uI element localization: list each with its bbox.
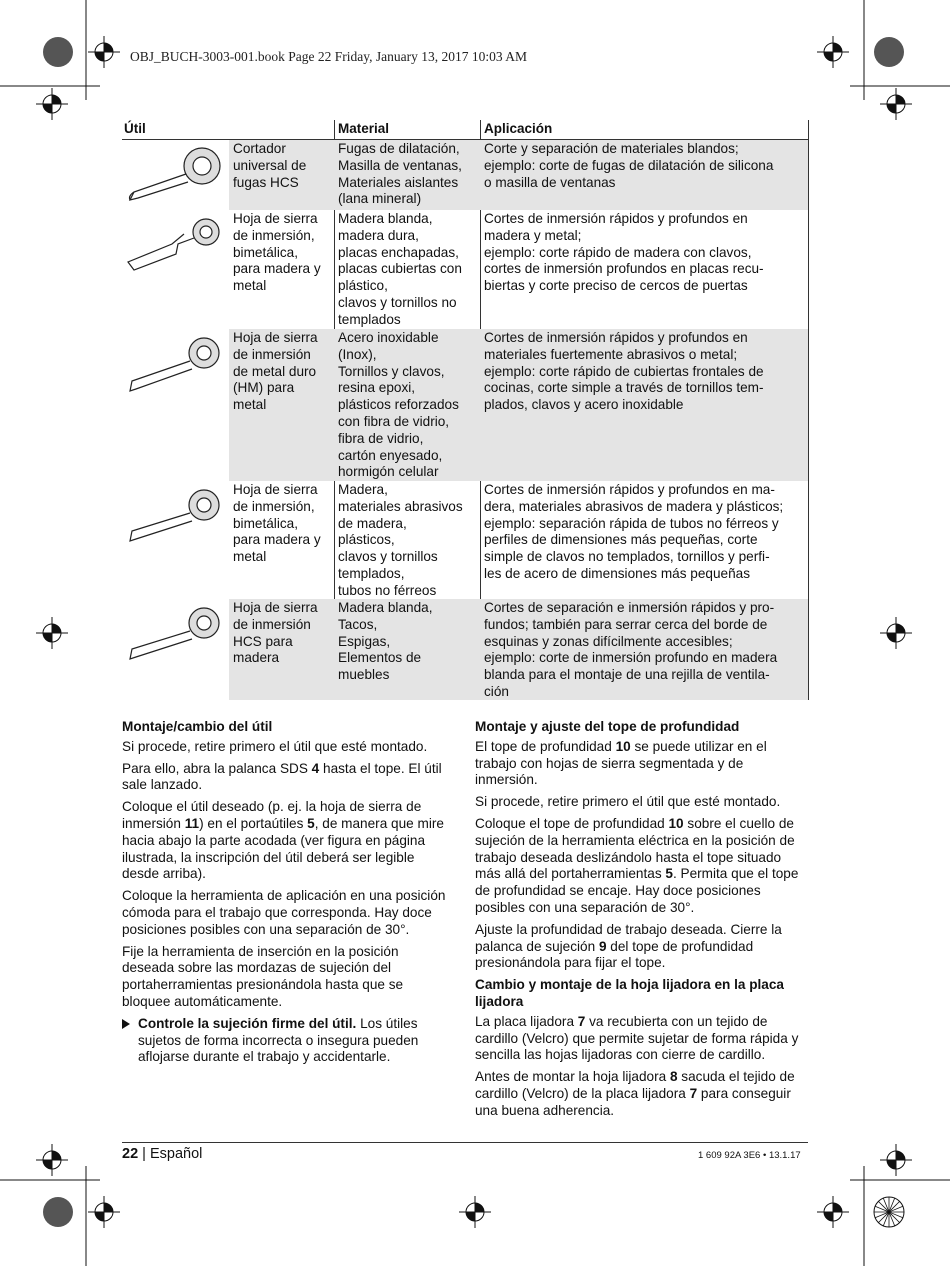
carbide-saw-blade-icon <box>124 333 228 395</box>
right-column <box>475 719 808 1125</box>
paragraph: El tope de profundidad 10 se puede utilizar en el trabajo con hojas de sierra segmentada y de inmersión. <box>475 738 767 788</box>
paragraph: Antes de montar la hoja lijadora 8 sacuda el tejido de cardillo (Velcro) de la placa lijadora 7 para conseguir una buena adherencia. <box>475 1069 795 1118</box>
tool-name: Cortador universal de fugas HCS <box>229 140 334 210</box>
book-header: OBJ_BUCH-3003-001.book Page 22 Friday, January 13, 2017 10:03 AM <box>130 49 527 64</box>
table-row <box>122 329 810 481</box>
hcs-wood-saw-blade-icon <box>124 603 228 665</box>
paragraph: Para ello, abra la palanca SDS 4 hasta el tope. El útil sale lanzado. <box>122 760 442 793</box>
section-heading: Montaje/cambio del útil <box>122 719 273 734</box>
hcs-plunge-cutter-icon <box>124 144 228 204</box>
tool-material: Madera blanda, madera dura, placas enchapadas, placas cubiertas con plástico, clavos y tornillos no templados <box>338 211 462 327</box>
tool-application: Cortes de inmersión rápidos y profundos en ma- dera, materiales abrasivos de madera y plásticos; ejemplo: separación rápida de tubos no férreos y perfiles de dimensiones más pequeñas, corte simple de clavos no templados, tornillos y perfi- les de acero de dimensiones más pequeñas <box>484 482 784 581</box>
footer-rule <box>122 1142 808 1143</box>
tool-application: Cortes de inmersión rápidos y profundos en materiales fuertemente abrasivos o metal; ejemplo: corte rápido de cubiertas frontales de cocinas, corte simple a través de tornillos tem- plados, clavos y acero inoxidable <box>480 329 808 481</box>
section-heading: Montaje y ajuste del tope de profundidad <box>475 719 740 734</box>
tool-application: Corte y separación de materiales blandos; ejemplo: corte de fugas de dilatación de silicona o masilla de ventanas <box>480 140 808 210</box>
footer-separator: | <box>142 1146 146 1162</box>
header-material: Material <box>338 121 390 136</box>
paragraph: Si procede, retire primero el útil que esté montado. <box>122 738 428 754</box>
paragraph: Coloque la herramienta de aplicación en una posición cómoda para el trabajo que corresponda. Hay doce posiciones posibles con una separación de 30°. <box>122 888 446 937</box>
footer-language: Español <box>149 1146 203 1162</box>
tool-material: Fugas de dilatación, Masilla de ventanas, Materiales aislantes (lana mineral) <box>334 140 480 210</box>
paragraph: Fije la herramienta de inserción en la posición deseada sobre las mordazas de sujeción del portaherramientas presionándola hasta que se bloquee automáticamente. <box>122 943 404 1009</box>
triangle-bullet-icon <box>122 1019 130 1029</box>
left-column <box>122 719 454 1071</box>
page-number: 22 <box>122 1146 139 1162</box>
tool-name: Hoja de sierra de inmersión, bimetálica, para madera y metal <box>233 211 321 294</box>
paragraph: Coloque el útil deseado (p. ej. la hoja de sierra de inmersión 11) en el portaútiles 5, de manera que mire hacia abajo la parte acodada (ver figura en página ilustrada, la inscripción del útil deberá ser legible desde arriba). <box>122 799 444 882</box>
paragraph: La placa lijadora 7 va recubierta con un tejido de cardillo (Velcro) que permite sujetar de forma rápida y sencilla las hojas lijadoras con cierre de cardillo. <box>475 1013 799 1063</box>
tool-name: Hoja de sierra de inmersión, bimetálica, para madera y metal <box>233 482 321 565</box>
tool-material: Madera blanda, Tacos, Espigas, Elementos de muebles <box>334 599 480 700</box>
header-tool: Útil <box>124 121 146 136</box>
tool-material: Acero inoxidable (Inox), Tornillos y clavos, resina epoxi, plásticos reforzados con fibra de vidrio, fibra de vidrio, cartón enyesado, hormigón celular <box>334 329 480 481</box>
table-row <box>122 599 810 700</box>
tool-name: Hoja de sierra de inmersión HCS para madera <box>229 599 334 700</box>
footer-page <box>122 1146 202 1162</box>
table-row <box>122 140 810 210</box>
paragraph: Ajuste la profundidad de trabajo deseada. Cierre la palanca de sujeción 9 del tope de profundidad presionándola para fijar el tope. <box>475 921 782 971</box>
section-heading: Cambio y montaje de la hoja lijadora en la placa lijadora <box>475 977 784 1009</box>
header-application: Aplicación <box>484 121 553 136</box>
paragraph: Coloque el tope de profundidad 10 sobre el cuello de sujeción de la herramienta eléctrica en la posición de trabajo deseada deslizándolo hasta el tope situado más allá del portaherramientas 5. Permita que el tope de profundidad se encaje. Hay doce posiciones posibles con una separación de 30°. <box>475 815 799 915</box>
tool-name: Hoja de sierra de inmersión de metal duro (HM) para metal <box>229 329 334 481</box>
bim-wide-saw-blade-icon <box>124 214 228 276</box>
warning-bullet: Controle la sujeción firme del útil. Los útiles sujetos de forma incorrecta o insegura pueden aflojarse durante el trabajo y accidentarle. <box>122 1016 454 1066</box>
tool-material: Madera, materiales abrasivos de madera, plásticos, clavos y tornillos templados, tubos no férreos <box>338 482 463 598</box>
tool-application: Cortes de inmersión rápidos y profundos en madera y metal; ejemplo: corte rápido de madera con clavos, cortes de inmersión profundos en placas recu- biertas y corte preciso de cercos de puertas <box>484 211 764 294</box>
table-row <box>122 210 810 329</box>
doc-code: 1 609 92A 3E6 • 13.1.17 <box>698 1150 801 1161</box>
tool-application: Cortes de separación e inmersión rápidos y pro- fundos; también para serrar cerca del borde de esquinas y zonas difícilmente accesibles; ejemplo: corte de inmersión profundo en madera blanda para el montaje de una rejilla de ventila- ción <box>480 599 808 700</box>
paragraph: Si procede, retire primero el útil que esté montado. <box>475 794 781 810</box>
table-row <box>122 481 810 599</box>
bim-narrow-saw-blade-icon <box>124 485 228 547</box>
